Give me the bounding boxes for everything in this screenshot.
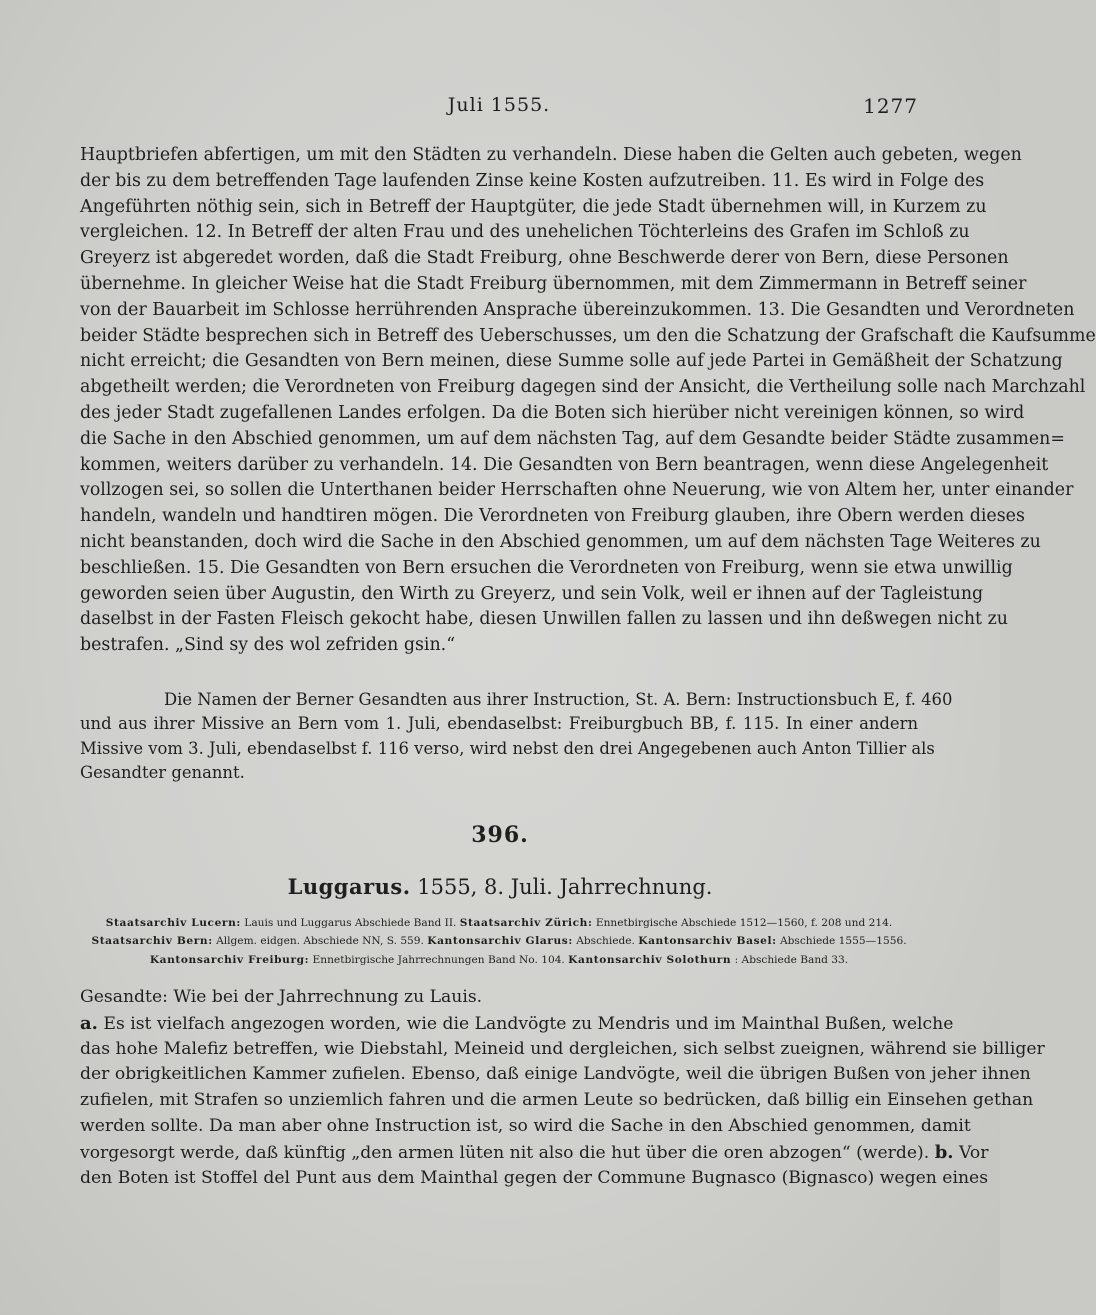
text-line: vollzogen sei, so sollen die Unterthanen beider Herrschaften ohne Neuerung, wie von Altem her, unter einander — [80, 480, 1074, 501]
text-line: handeln, wandeln und handtiren mögen. Die Verordneten von Freiburg glauben, ihre Obern werden dieses — [80, 506, 1025, 527]
archive-detail: Ennetbirgische Jahrrechnungen Band No. 104. — [309, 953, 569, 966]
archive-name: Staatsarchiv Lucern: — [105, 917, 241, 929]
section-b-start: Vor — [953, 1142, 989, 1163]
page-number: 1277 — [863, 94, 918, 118]
text-line: des jeder Stadt zugefallenen Landes erfolgen. Da die Boten sich hierüber nicht vereinigen können, so wird — [80, 402, 1025, 423]
archive-detail: Lauis und Luggarus Abschiede Band II. — [240, 917, 460, 929]
note-line: Gesandter genannt. — [80, 763, 245, 783]
text-line: kommen, weiters darüber zu verhandeln. 14. Die Gesandten von Bern beantragen, wenn diese Angelegenheit — [80, 454, 1049, 475]
text-line: der bis zu dem betreffenden Tage laufenden Zinse keine Kosten aufzutreiben. 11. Es wird in Folge des — [80, 170, 985, 191]
text-line: Angeführten nöthig sein, sich in Betreff der Hauptgüter, die jede Stadt übernehmen will, in Kurzem zu — [80, 196, 987, 217]
archive-detail: Abschiede 1555—1556. — [776, 935, 907, 948]
text-line: geworden seien über Augustin, den Wirth zu Greyerz, und sein Volk, weil er ihnen auf der Tagleistung — [80, 583, 984, 604]
archive-name: Kantonsarchiv Glarus: — [427, 935, 573, 948]
text-line: die Sache in den Abschied genommen, um auf dem nächsten Tag, auf dem Gesandte beider Städte zusammen= — [80, 428, 1065, 449]
section-a-text: Es ist vielfach angezogen worden, wie die Landvögte zu Mendris und im Mainthal Bußen, welche — [97, 1013, 954, 1034]
document-date: 1555, 8. Juli. — [417, 875, 553, 899]
text-line: nicht erreicht; die Gesandten von Bern meinen, diese Summe solle auf jede Partei in Gemäßheit der Schatzung — [80, 351, 1063, 372]
archive-name: Kantonsarchiv Basel: — [638, 935, 777, 948]
archive-detail: Abschiede. — [572, 935, 639, 948]
text-line: übernehme. In gleicher Weise hat die Stadt Freiburg übernommen, mit dem Zimmermann in Betreff seiner — [80, 273, 1027, 294]
text-line: abgetheilt werden; die Verordneten von Freiburg dagegen sind der Ansicht, die Vertheilung solle nach Marchzahl — [80, 377, 1086, 398]
document-number: 396. — [471, 822, 529, 848]
archive-name: Staatsarchiv Bern: — [91, 935, 213, 948]
running-head: Juli 1555. — [447, 94, 551, 116]
archive-name: Kantonsarchiv Solothurn — [568, 953, 732, 966]
section-a-line: der obrigkeitlichen Kammer zufielen. Ebenso, daß einige Landvögte, weil die übrigen Bußen von jeher ihnen — [80, 1064, 1031, 1085]
text-line: bestrafen. „Sind sy des wol zefriden gsin.“ — [80, 635, 456, 656]
section-b-line: den Boten ist Stoffel del Punt aus dem Mainthal gegen der Commune Bugnasco (Bignasco) wegen eines — [80, 1167, 989, 1188]
text-line: von der Bauarbeit im Schlosse herrührenden Ansprache übereinzukommen. 13. Die Gesandten und Verordneten — [80, 299, 1075, 320]
section-a-last-line — [80, 1140, 989, 1166]
section-a-line: zufielen, mit Strafen so unziemlich fahren und die armen Leute so bedrücken, daß billig ein Einsehen gethan — [80, 1090, 1034, 1111]
document-title — [0, 874, 1000, 899]
text-line: Hauptbriefen abfertigen, um mit den Städten zu verhandeln. Diese haben die Gelten auch gebeten, wegen — [80, 145, 1022, 165]
section-b-letter: b. — [934, 1141, 954, 1163]
text-line: nicht beanstanden, doch wird die Sache in den Abschied genommen, um auf dem nächsten Tage Weiteres zu — [80, 531, 1041, 552]
text-line: daselbst in der Fasten Fleisch gekocht habe, diesen Unwillen fallen zu lassen und ihn deßwegen nicht zu — [80, 609, 1008, 630]
section-a-line: werden sollte. Da man aber ohne Instruction ist, so wird die Sache in den Abschied genommen, damit — [80, 1115, 971, 1136]
document-kind: Jahrrechnung. — [559, 875, 713, 899]
section-a-line: das hohe Malefiz betreffen, wie Diebstahl, Meineid und dergleichen, sich selbst zueignen, während sie billiger — [80, 1038, 1045, 1059]
text-line: Greyerz ist abgeredet worden, daß die Stadt Freiburg, ohne Beschwerde derer von Bern, diese Personen — [80, 248, 1009, 269]
archive-name: Kantonsarchiv Freiburg: — [149, 953, 310, 966]
source-line — [80, 914, 918, 932]
note-line: Die Namen der Berner Gesandten aus ihrer Instruction, St. A. Bern: Instructionsbuch E, f. 460 — [164, 690, 953, 709]
text-line: beider Städte besprechen sich in Betreff des Ueberschusses, um den die Schatzung der Grafschaft die Kaufsumme — [80, 325, 1096, 346]
text-line: vergleichen. 12. In Betreff der alten Frau und des unehelichen Töchterleins des Grafen im Schloß zu — [80, 222, 970, 243]
note-line: Missive vom 3. Juli, ebendaselbst f. 116 verso, wird nebst den drei Angegebenen auch Anton Tillier als — [80, 738, 935, 758]
section-a-letter: a. — [80, 1012, 98, 1034]
archive-detail: Allgem. eidgen. Abschiede NN, S. 559. — [212, 935, 428, 948]
document-place: Luggarus. — [287, 874, 411, 899]
document-body — [80, 985, 1045, 1191]
section-a-last-text: vorgesorgt werde, daß künftig „den armen lüten nit also die hut über die oren abzogen“ (werde). — [80, 1142, 935, 1163]
section-a-line — [80, 1011, 954, 1037]
page-header — [80, 94, 918, 124]
main-text-block — [80, 143, 1096, 659]
source-line — [80, 932, 918, 950]
envoys-line: Gesandte: Wie bei der Jahrrechnung zu Lauis. — [80, 987, 483, 1007]
note-line: und aus ihrer Missive an Bern vom 1. Juli, ebendaselbst: Freiburgbuch BB, f. 115. In einer andern — [80, 714, 918, 734]
archive-detail: Ennetbirgische Abschiede 1512—1560, f. 208 und 214. — [592, 917, 893, 929]
archive-sources — [80, 914, 918, 969]
archive-name: Staatsarchiv Zürich: — [459, 917, 593, 929]
archive-detail: : Abschiede Band 33. — [731, 953, 849, 966]
editorial-note — [80, 688, 953, 786]
text-line: beschließen. 15. Die Gesandten von Bern ersuchen die Verordneten von Freiburg, wenn sie etwa unwillig — [80, 557, 1013, 578]
section-a — [80, 1011, 1045, 1140]
source-line — [80, 951, 918, 969]
